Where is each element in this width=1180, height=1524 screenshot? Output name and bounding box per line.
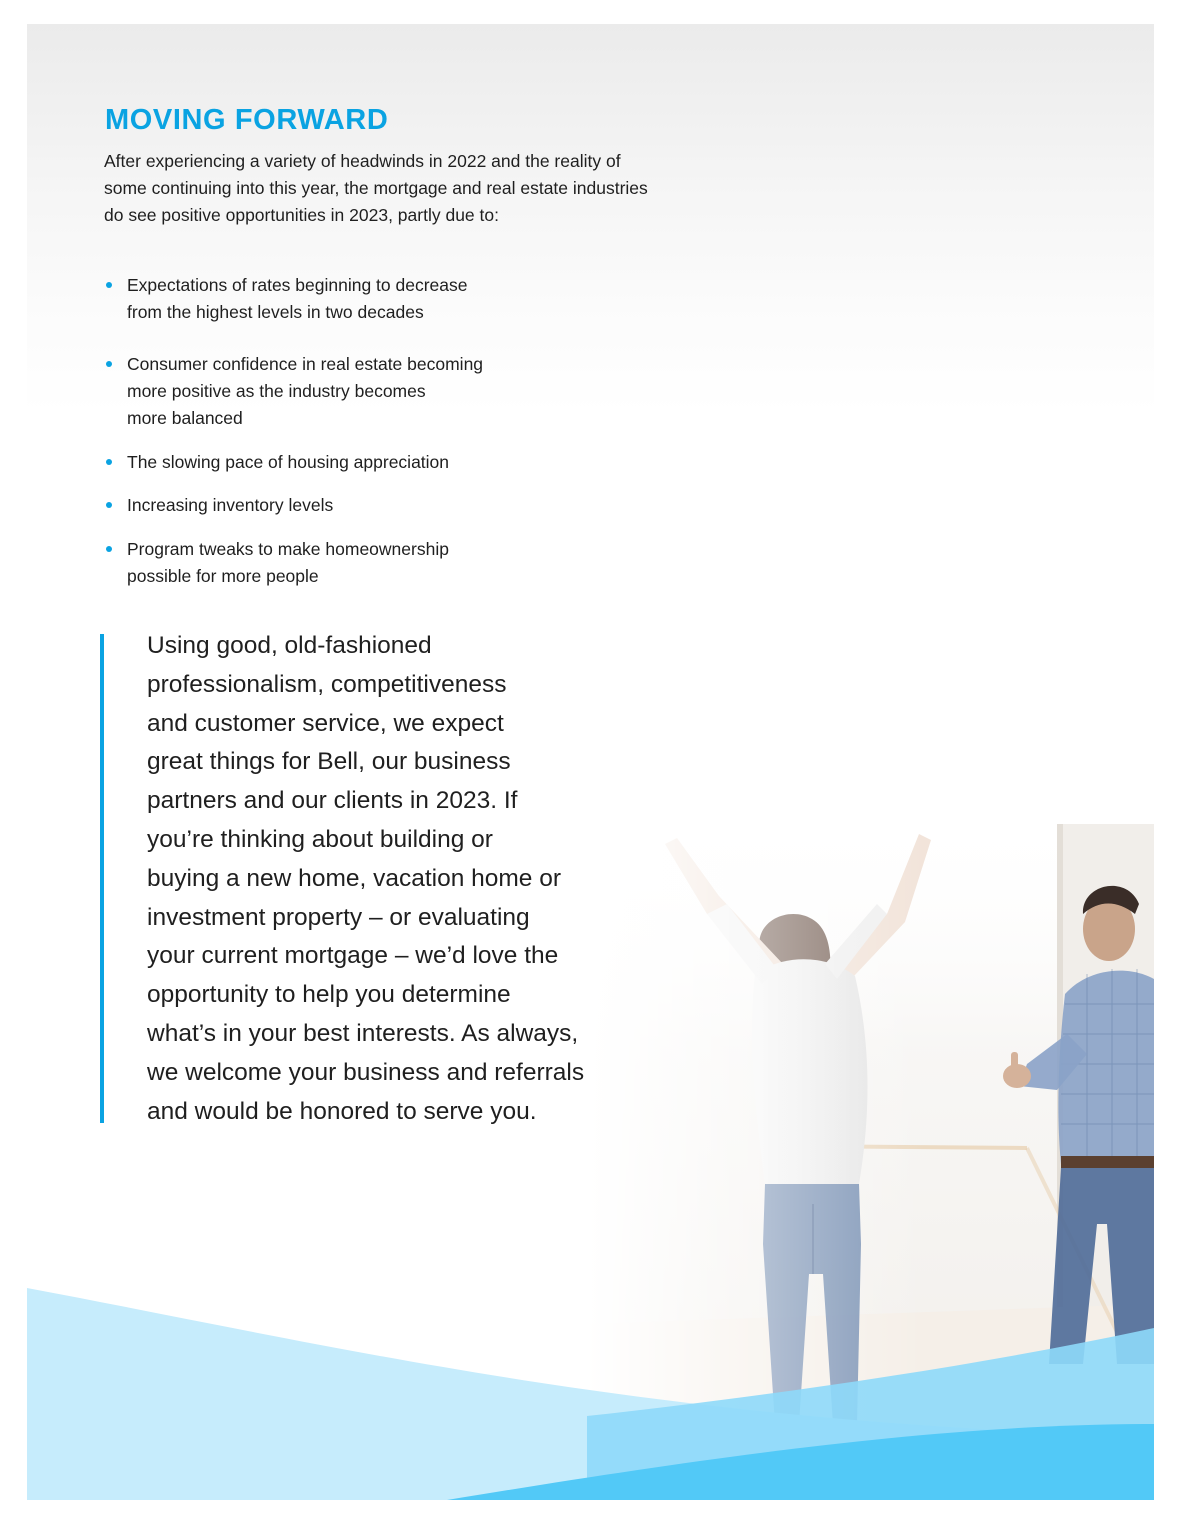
pull-quote-line: professionalism, competitiveness: [147, 670, 507, 698]
list-item-line: possible for more people: [127, 566, 319, 586]
pull-quote-line: and customer service, we expect: [147, 709, 504, 737]
pull-quote-line: we welcome your business and referrals: [147, 1058, 585, 1086]
list-item-line: Expectations of rates beginning to decrease: [127, 275, 468, 295]
pull-quote: [147, 627, 617, 1131]
page: [27, 24, 1154, 1500]
pull-quote-bar: [100, 634, 104, 1123]
list-item: [104, 272, 574, 326]
opportunity-list: [104, 272, 574, 590]
pull-quote-line: your current mortgage – we’d love the: [147, 942, 559, 970]
intro-paragraph: After experiencing a variety of headwinds in 2022 and the reality of some continuing into this year, the mortgage and real estate industries do see positive opportunities in 2023, partly due to:: [104, 151, 648, 225]
list-item-line: Consumer confidence in real estate becoming: [127, 354, 484, 374]
list-item-line: more balanced: [127, 408, 243, 428]
list-item: [104, 351, 574, 432]
section-heading: MOVING FORWARD: [105, 104, 389, 136]
list-item-line: from the highest levels in two decades: [127, 302, 424, 322]
bullet-icon: [106, 361, 112, 367]
bullet-icon: [106, 282, 112, 288]
pull-quote-line: what’s in your best interests. As always,: [147, 1019, 579, 1047]
decorative-wave: [27, 1284, 1154, 1500]
pull-quote-line: investment property – or evaluating: [147, 903, 530, 931]
list-item-line: more positive as the industry becomes: [127, 381, 426, 401]
list-item: [104, 449, 574, 476]
list-item: [104, 492, 574, 519]
list-item: [104, 536, 574, 590]
pull-quote-line: partners and our clients in 2023. If: [147, 787, 518, 815]
bullet-icon: [106, 459, 112, 465]
pull-quote-line: Using good, old-fashioned: [147, 632, 432, 659]
bullet-icon: [106, 502, 112, 508]
list-item-line: The slowing pace of housing appreciation: [127, 452, 450, 472]
list-item-line: Program tweaks to make homeownership: [127, 539, 449, 559]
pull-quote-line: buying a new home, vacation home or: [147, 864, 562, 892]
pull-quote-line: great things for Bell, our business: [147, 748, 511, 776]
bullet-icon: [106, 546, 112, 552]
list-item-line: Increasing inventory levels: [127, 495, 334, 515]
pull-quote-line: and would be honored to serve you.: [147, 1097, 537, 1125]
pull-quote-line: you’re thinking about building or: [147, 825, 493, 853]
pull-quote-line: opportunity to help you determine: [147, 981, 511, 1009]
